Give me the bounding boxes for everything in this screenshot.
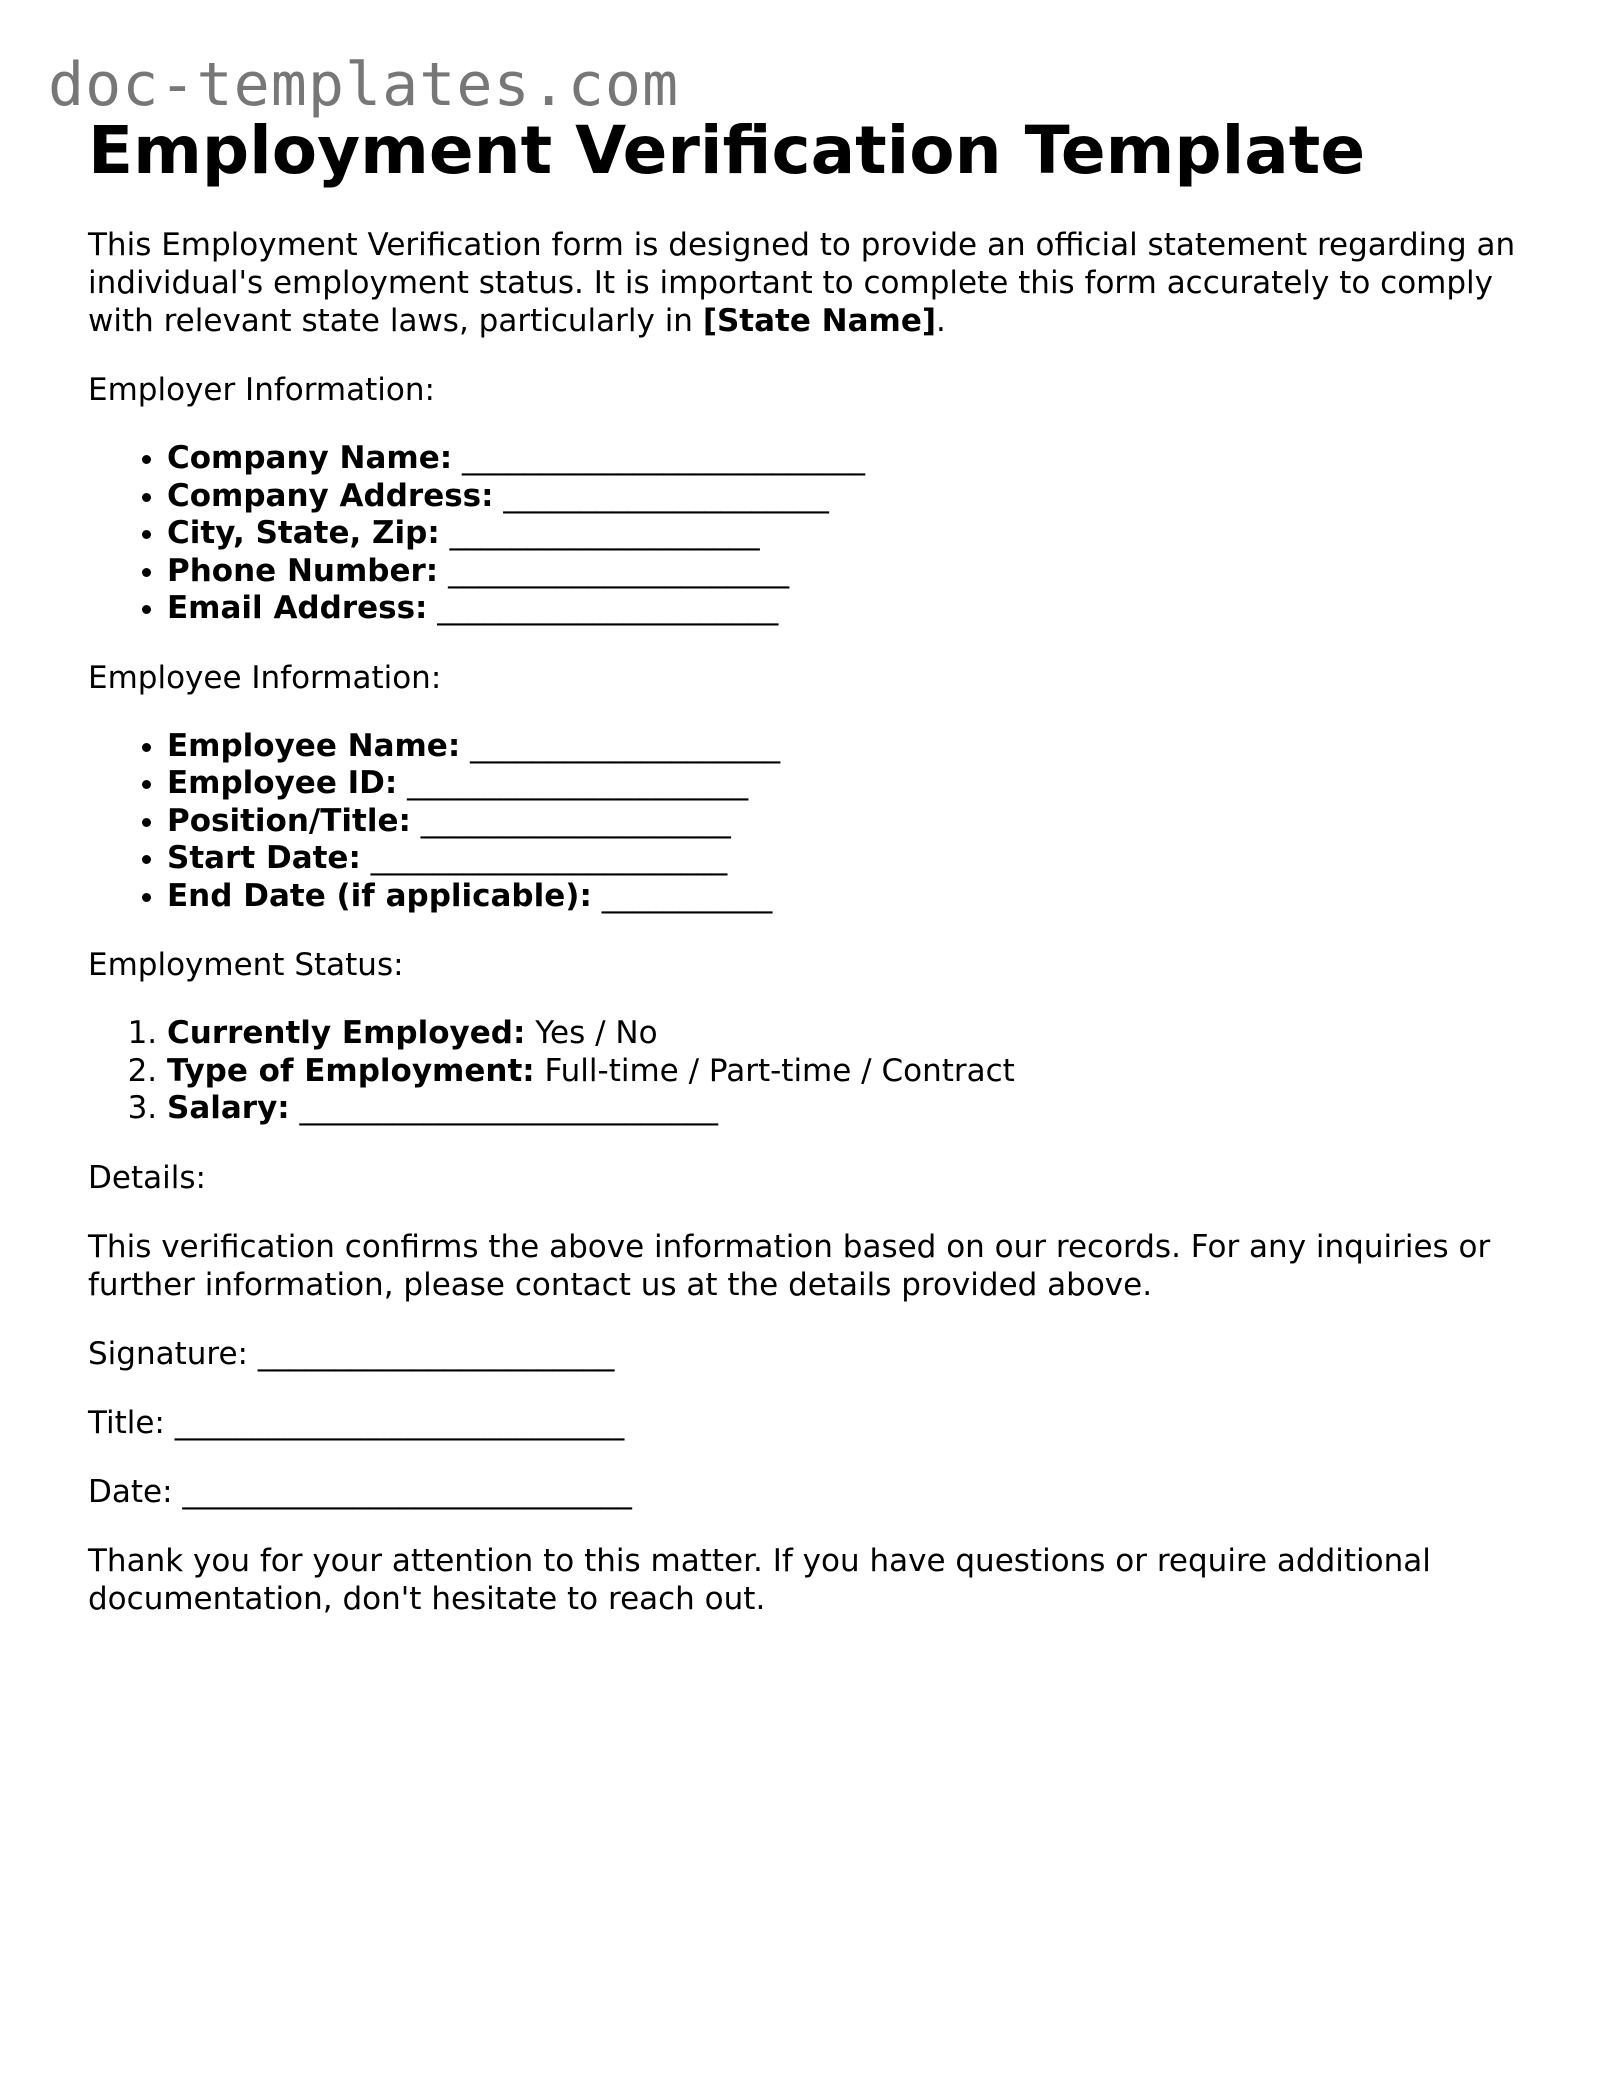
field-label: End Date (if applicable):: [167, 877, 592, 914]
field-label: Employee ID:: [167, 765, 398, 801]
list-item-email-address: [167, 590, 1528, 628]
title-line: Title: _____________________________: [88, 1404, 625, 1441]
field-label: Phone Number:: [167, 552, 439, 589]
fill-in-blank: ______________________: [448, 552, 790, 589]
fill-in-blank: ____________________: [470, 727, 781, 764]
field-label: Type of Employment:: [167, 1052, 535, 1089]
field-label: Email Address:: [167, 590, 428, 626]
list-item-currently-employed: [167, 1015, 1528, 1053]
intro-text-end: .: [936, 303, 946, 339]
fill-in-blank: _____________________: [503, 477, 829, 514]
list-item-employee-name: [167, 728, 1528, 766]
list-item-start-date: [167, 840, 1528, 878]
fill-in-blank: _______________________: [370, 840, 728, 876]
fill-in-blank: ______________________: [407, 765, 749, 801]
field-value: Full-time / Part-time / Contract: [534, 1052, 1015, 1089]
list-item-employment-type: [167, 1053, 1528, 1091]
fill-in-blank: ____________________: [420, 802, 731, 839]
field-label: Company Address:: [167, 477, 494, 514]
intro-text: This Employment Verification form is designed to provide an official statement regarding an individual's employment status. It is important to complete this form accurately to comply with relevant state laws, particularly in: [88, 227, 1516, 339]
field-label: Currently Employed:: [167, 1015, 526, 1051]
employer-section-heading: Employer Information:: [88, 372, 435, 408]
date-line: Date: _____________________________: [88, 1473, 632, 1510]
watermark-logo: doc-templates.com: [48, 50, 680, 120]
list-item-company-name: [167, 440, 1528, 478]
list-item-city-state-zip: [167, 515, 1528, 553]
fill-in-blank: __________________________: [461, 440, 865, 476]
fill-in-blank: ______________________: [437, 590, 779, 626]
employer-info-list: [88, 440, 1528, 628]
field-label: Employee Name:: [167, 727, 461, 764]
field-label: Start Date:: [167, 840, 361, 876]
field-label: City, State, Zip:: [167, 515, 440, 551]
details-paragraph: This verification confirms the above information based on our records. For any inquiries or further information, please contact us at the details provided above.: [88, 1228, 1491, 1303]
closing-paragraph: Thank you for your attention to this matter. If you have questions or require additional documentation, don't hesitate to reach out.: [88, 1542, 1431, 1617]
document-title: Employment Verification Template: [88, 112, 1366, 189]
state-placeholder: [State Name]: [702, 303, 937, 339]
employee-info-list: [88, 728, 1528, 916]
signature-line: Signature: _______________________: [88, 1335, 615, 1372]
list-item-position-title: [167, 803, 1528, 841]
field-label: Position/Title:: [167, 802, 411, 839]
document-body: [88, 112, 1528, 1618]
status-section-heading: Employment Status:: [88, 947, 404, 983]
list-item-phone-number: [167, 553, 1528, 591]
field-label: Company Name:: [167, 440, 453, 476]
list-item-employee-id: [167, 765, 1528, 803]
details-heading: Details:: [88, 1159, 206, 1196]
list-item-salary: [167, 1090, 1528, 1128]
fill-in-blank: ___________________________: [289, 1090, 719, 1126]
intro-paragraph: [88, 226, 1528, 340]
list-item-company-address: [167, 478, 1528, 516]
fill-in-blank: ___________: [601, 877, 773, 914]
employment-status-list: [88, 1015, 1528, 1128]
employee-section-heading: Employee Information:: [88, 659, 442, 696]
list-item-end-date: [167, 878, 1528, 916]
fill-in-blank: ____________________: [449, 515, 760, 551]
field-label: Salary:: [167, 1090, 290, 1126]
field-value: Yes / No: [525, 1015, 658, 1051]
